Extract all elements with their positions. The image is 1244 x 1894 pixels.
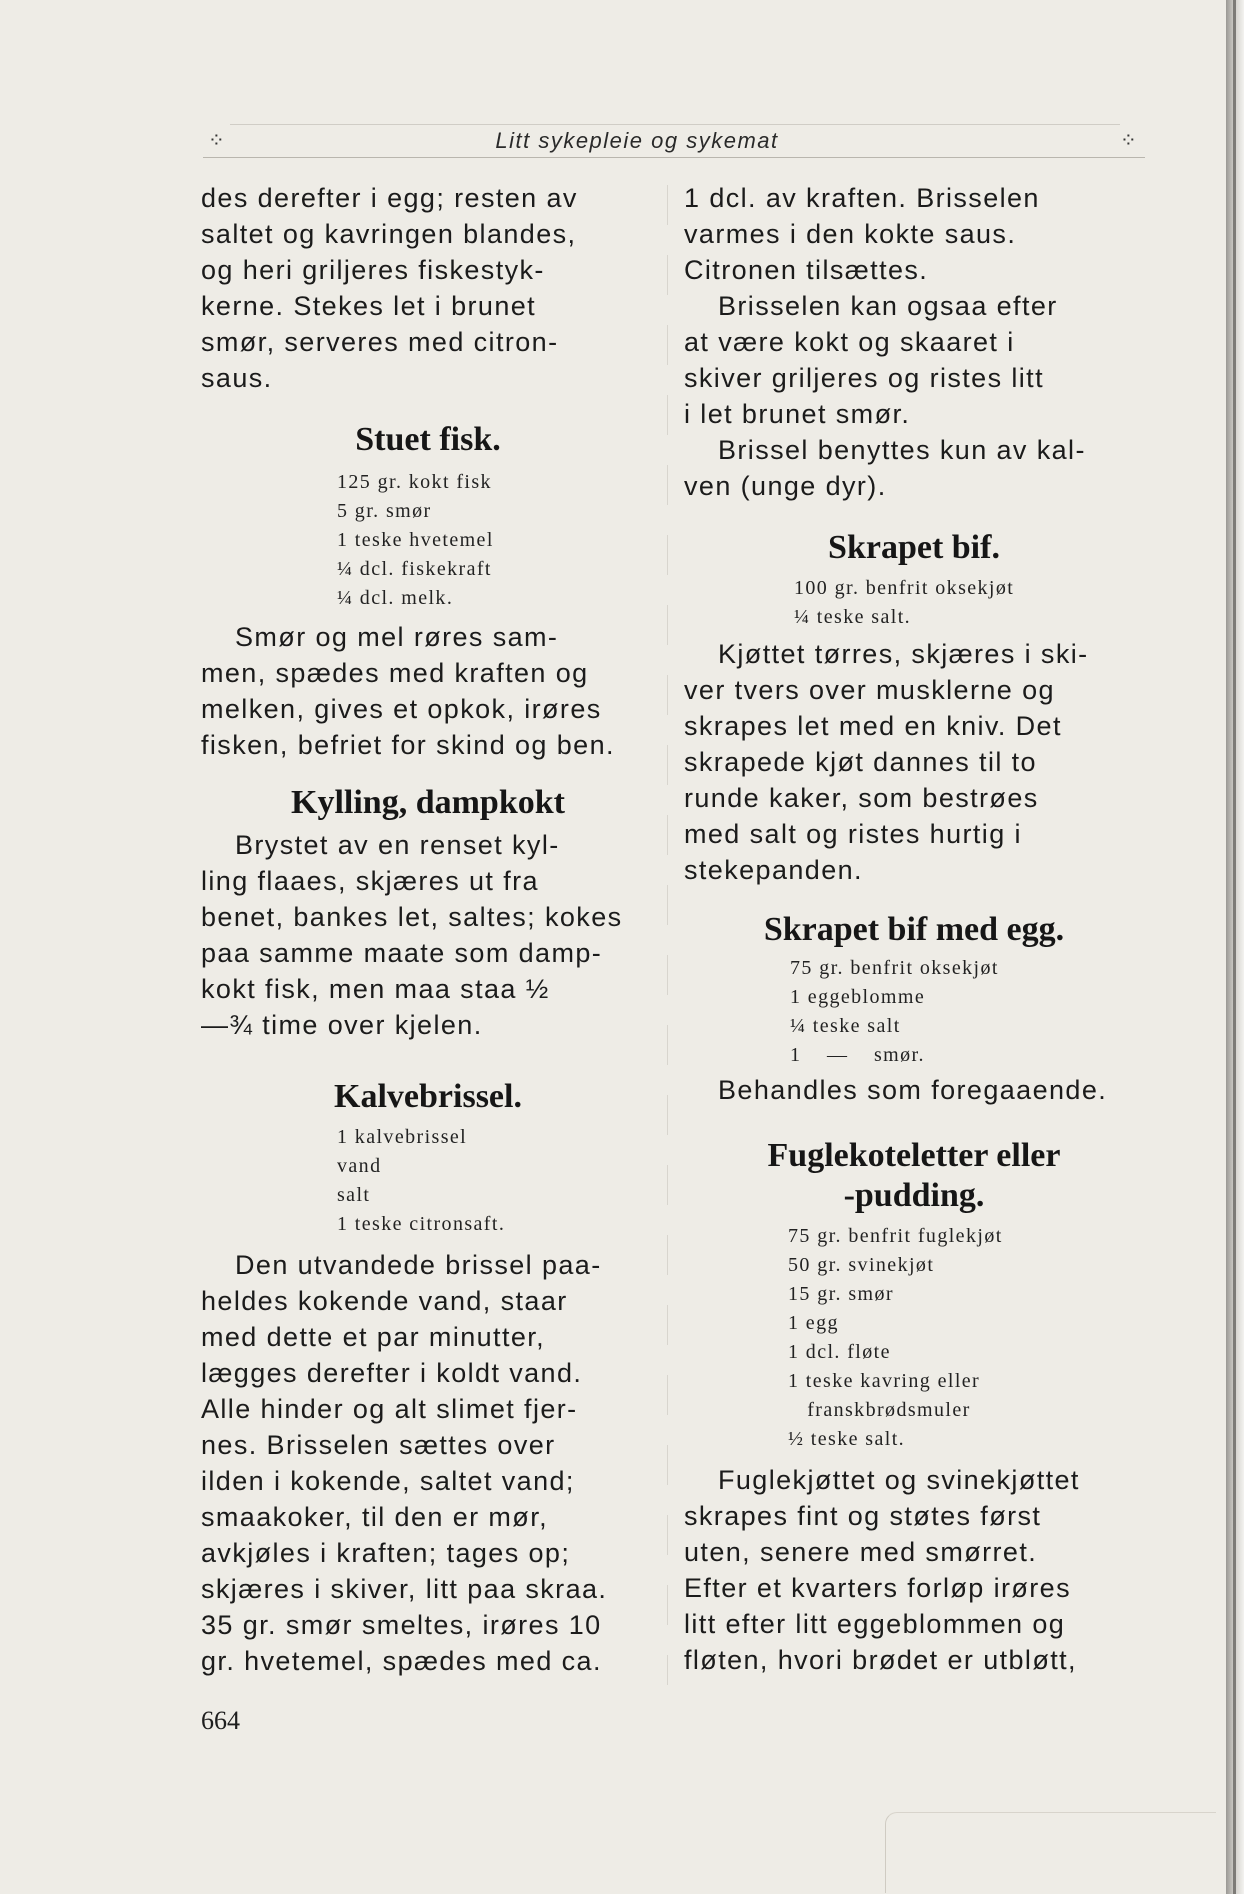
ingredient-list-stuet-fisk xyxy=(337,468,655,613)
ingredient-item: 1 dcl. fløte xyxy=(788,1341,891,1363)
recipe-text-kylling: Brystet av en renset kyl- ling flaaes, skjæres ut fra benet, bankes let, saltes; kokes paa samme maate som damp- kokt fisk, men maa staa ½ —¾ time over kjelen. xyxy=(201,830,623,1040)
recipe-title-kylling: Kylling, dampkokt xyxy=(291,784,565,821)
ingredient-item: 1 kalvebrissel xyxy=(337,1126,468,1148)
ingredient-item: 50 gr. svinekjøt xyxy=(788,1254,935,1276)
ingredient-item: vand xyxy=(337,1155,382,1177)
ingredient-item: 1 — smør. xyxy=(790,1044,925,1066)
ingredient-item: 1 teske kavring eller xyxy=(788,1370,981,1392)
alternative-paragraph: Brisselen kan ogsaa efter at være kokt og skaaret i skiver griljeres og ristes litt i let brunet smør. xyxy=(684,291,1058,429)
recipe-text-skrapet-bif: Kjøttet tørres, skjæres i ski- ver tvers over musklerne og skrapes let med en kniv. Det skrapede kjøt dannes til to runde kaker, som bestrøes med salt og ristes hurtig i stekepanden. xyxy=(684,639,1089,885)
ingredient-item: 1 teske citronsaft. xyxy=(337,1213,506,1235)
ingredient-item: franskbrødsmuler xyxy=(788,1399,971,1421)
ingredient-item: ¼ dcl. melk. xyxy=(337,587,454,609)
column-divider xyxy=(667,185,668,1685)
left-column xyxy=(201,180,655,1679)
paper-smudge xyxy=(885,1812,1216,1893)
recipe-title-skrapet-bif: Skrapet bif. xyxy=(828,529,1000,566)
ingredient-item: 1 teske hvetemel xyxy=(337,529,494,551)
ingredient-item: 15 gr. smør xyxy=(788,1283,894,1305)
right-column xyxy=(684,180,1144,1678)
recipe-text-kalvebrissel: Den utvandede brissel paa- heldes kokende vand, staar med dette et par minutter, lægges derefter i koldt vand. Alle hinder og alt slimet fjer- nes. Brisselen sættes over ilden i kokende, saltet vand; smaakoker, til den er mør, avkjøles i kraften; tages op; skjæres i skiver, litt paa skraa. 35 gr. smør smeltes, irøres 10 gr. hvetemel, spædes med ca. xyxy=(201,1250,608,1676)
recipe-title-stuet-fisk: Stuet fisk. xyxy=(355,421,501,458)
ingredient-item: ¼ teske salt xyxy=(790,1015,901,1037)
ingredient-item: 75 gr. benfrit oksekjøt xyxy=(790,957,999,979)
recipe-text-stuet-fisk: Smør og mel røres sam- men, spædes med kraften og melken, gives et opkok, irøres fisken, befriet for skind og ben. xyxy=(201,622,615,760)
intro-paragraph: des derefter i egg; resten av saltet og kavringen blandes, og heri griljeres fiskestyk- kerne. Stekes let i brunet smør, serveres med citron- saus. xyxy=(201,183,578,393)
ingredient-item: salt xyxy=(337,1184,371,1206)
ingredient-item: 5 gr. smør xyxy=(337,500,432,522)
ingredient-item: 1 eggeblomme xyxy=(790,986,926,1008)
running-head: Litt sykepleie og sykemat xyxy=(495,128,779,153)
recipe-text-fuglekoteletter: Fuglekjøttet og svinekjøttet skrapes fint og støtes først uten, senere med smørret. Efter et kvarters forløp irøres litt efter litt eggeblommen og fløten, hvori brødet er utbløtt, xyxy=(684,1465,1080,1675)
recipe-title-skrapet-bif-egg: Skrapet bif med egg. xyxy=(763,911,1065,948)
note-paragraph: Brissel benyttes kun av kal- ven (unge dyr). xyxy=(684,435,1086,501)
recipe-title-fuglekoteletter: Fuglekoteletter eller -pudding. xyxy=(767,1137,1061,1214)
ingredient-list-fuglekoteletter xyxy=(788,1222,1144,1454)
ingredient-item: 100 gr. benfrit oksekjøt xyxy=(794,577,1015,599)
page-edge-shadow xyxy=(1226,0,1244,1894)
recipe-text-skrapet-bif-egg: Behandles som foregaaende. xyxy=(718,1075,1108,1105)
ingredient-item: 1 egg xyxy=(788,1312,839,1334)
header-rule-bottom xyxy=(203,157,1145,158)
page-number: 664 xyxy=(201,1706,240,1735)
ingredient-list-skrapet-bif-egg xyxy=(790,954,1144,1070)
page-edge-line xyxy=(1233,0,1236,1894)
ingredient-list-skrapet-bif xyxy=(794,574,1144,632)
ingredient-list-kalvebrissel xyxy=(337,1123,655,1239)
ingredient-item: 75 gr. benfrit fuglekjøt xyxy=(788,1225,1003,1247)
ornament-right-icon: ⁘ xyxy=(1120,128,1137,152)
header-rule-top xyxy=(230,124,1120,125)
ornament-left-icon: ⁘ xyxy=(208,128,225,152)
ingredient-item: 125 gr. kokt fisk xyxy=(337,471,492,493)
continued-paragraph: 1 dcl. av kraften. Brisselen varmes i den kokte saus. Citronen tilsættes. xyxy=(684,183,1040,285)
ingredient-item: ¼ teske salt. xyxy=(794,606,912,628)
recipe-title-kalvebrissel: Kalvebrissel. xyxy=(334,1078,522,1115)
ingredient-item: ½ teske salt. xyxy=(788,1428,906,1450)
ingredient-item: ¼ dcl. fiskekraft xyxy=(337,558,492,580)
